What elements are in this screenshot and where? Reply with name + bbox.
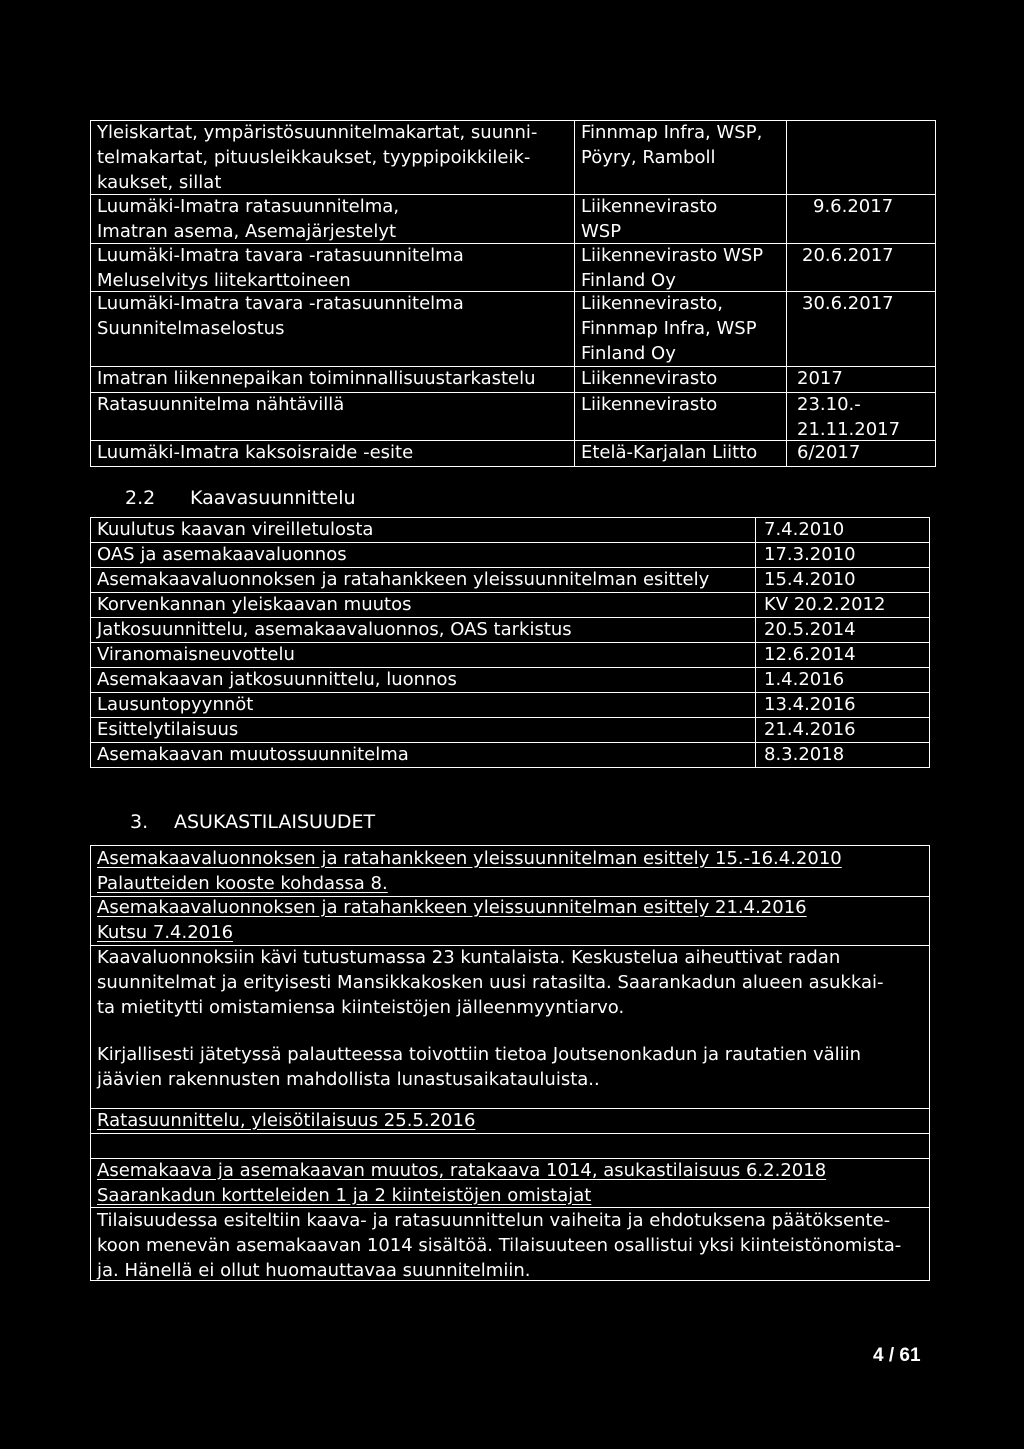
event-notes: Kirjallisesti jätetyssä palautteessa toivottiin tietoa Joutsenonkadun ja rautatien väliin jäävien rakennusten mahdollista lunastusaikatauluista..: [97, 1044, 862, 1090]
doc-date: 2017: [797, 368, 843, 389]
section-number: 3.: [130, 811, 149, 833]
doc-author: Etelä-Karjalan Liitto: [581, 442, 758, 463]
event-block: Asemakaavaluonnoksen ja ratahankkeen yleissuunnitelman esittely 21.4.2016 Kutsu 7.4.2016: [97, 897, 807, 943]
doc-date: 30.6.2017: [802, 293, 894, 314]
doc-author: Liikennevirasto WSP Finland Oy: [581, 245, 764, 291]
event-date: 13.4.2016: [764, 694, 856, 715]
page-number: 4 / 61: [873, 1345, 921, 1366]
event-notes: Kaavaluonnoksiin kävi tutustumassa 23 kuntalaista. Keskustelua aiheuttivat radan suunnitelmat ja erityisesti Mansikkakosken uusi ratasilta. Saarankadun alueen asukkai- ta mietitytti omistamiensa kiinteistöjen jälleenmyyntiarvo.: [97, 947, 884, 1018]
event-date: 17.3.2010: [764, 544, 856, 565]
event-date: 15.4.2010: [764, 569, 856, 590]
event-block: Ratasuunnittelu, yleisötilaisuus 25.5.2016: [97, 1110, 476, 1131]
doc-author: Finnmap Infra, WSP, Pöyry, Ramboll: [581, 122, 763, 168]
doc-author: Liikennevirasto: [581, 394, 718, 415]
section-title: ASUKASTILAISUUDET: [174, 811, 376, 833]
doc-date: 6/2017: [797, 442, 861, 463]
event-date: KV 20.2.2012: [764, 594, 886, 615]
doc-date: 9.6.2017: [813, 196, 894, 217]
event-date: 8.3.2018: [764, 744, 845, 765]
event-label: Jatkosuunnittelu, asemakaavaluonnos, OAS tarkistus: [97, 619, 572, 640]
event-notes: Tilaisuudessa esiteltiin kaava- ja ratasuunnittelun vaiheita ja ehdotuksena päätöksente- koon menevän asemakaavan 1014 sisältöä. Tilaisuuteen osallistui yksi kiinteistönomista- ja. Hänellä ei ollut huomauttavaa suunnitelmiin.: [97, 1210, 902, 1281]
doc-author: Liikennevirasto WSP: [581, 196, 718, 242]
section-title: Kaavasuunnittelu: [190, 487, 356, 509]
event-label: Kuulutus kaavan vireilletulosta: [97, 519, 374, 540]
event-date: 20.5.2014: [764, 619, 856, 640]
event-date: 7.4.2010: [764, 519, 845, 540]
doc-title: Imatran liikennepaikan toiminnallisuustarkastelu: [97, 368, 536, 389]
event-label: Asemakaavaluonnoksen ja ratahankkeen yleissuunnitelman esittely: [97, 569, 710, 590]
event-block: Asemakaavaluonnoksen ja ratahankkeen yleissuunnitelman esittely 15.-16.4.2010 Palautteiden kooste kohdassa 8.: [97, 848, 842, 894]
doc-title: Luumäki-Imatra ratasuunnitelma, Imatran asema, Asemajärjestelyt: [97, 196, 400, 242]
doc-title: Luumäki-Imatra tavara -ratasuunnitelma Suunnitelmaselostus: [97, 293, 464, 339]
event-label: Viranomaisneuvottelu: [97, 644, 295, 665]
doc-title: Ratasuunnitelma nähtävillä: [97, 394, 345, 415]
doc-title: Luumäki-Imatra kaksoisraide -esite: [97, 442, 414, 463]
doc-date: 23.10.- 21.11.2017: [797, 394, 901, 440]
doc-author: Liikennevirasto: [581, 368, 718, 389]
event-date: 12.6.2014: [764, 644, 856, 665]
doc-title: Yleiskartat, ympäristösuunnitelmakartat, suunni- telmakartat, pituusleikkaukset, tyyppipoikkileik- kaukset, sillat: [97, 122, 538, 193]
section-number: 2.2: [125, 487, 156, 509]
doc-date: 20.6.2017: [802, 245, 894, 266]
event-label: Korvenkannan yleiskaavan muutos: [97, 594, 412, 615]
event-label: OAS ja asemakaavaluonnos: [97, 544, 347, 565]
event-date: 1.4.2016: [764, 669, 845, 690]
event-block: Asemakaava ja asemakaavan muutos, ratakaava 1014, asukastilaisuus 6.2.2018 Saarankadun kortteleiden 1 ja 2 kiinteistöjen omistajat: [97, 1160, 827, 1206]
event-label: Esittelytilaisuus: [97, 719, 239, 740]
event-label: Asemakaavan muutossuunnitelma: [97, 744, 409, 765]
event-date: 21.4.2016: [764, 719, 856, 740]
doc-author: Liikennevirasto, Finnmap Infra, WSP Finland Oy: [581, 293, 757, 364]
doc-title: Luumäki-Imatra tavara -ratasuunnitelma Meluselvitys liitekarttoineen: [97, 245, 464, 291]
event-label: Lausuntopyynnöt: [97, 694, 254, 715]
event-label: Asemakaavan jatkosuunnittelu, luonnos: [97, 669, 457, 690]
